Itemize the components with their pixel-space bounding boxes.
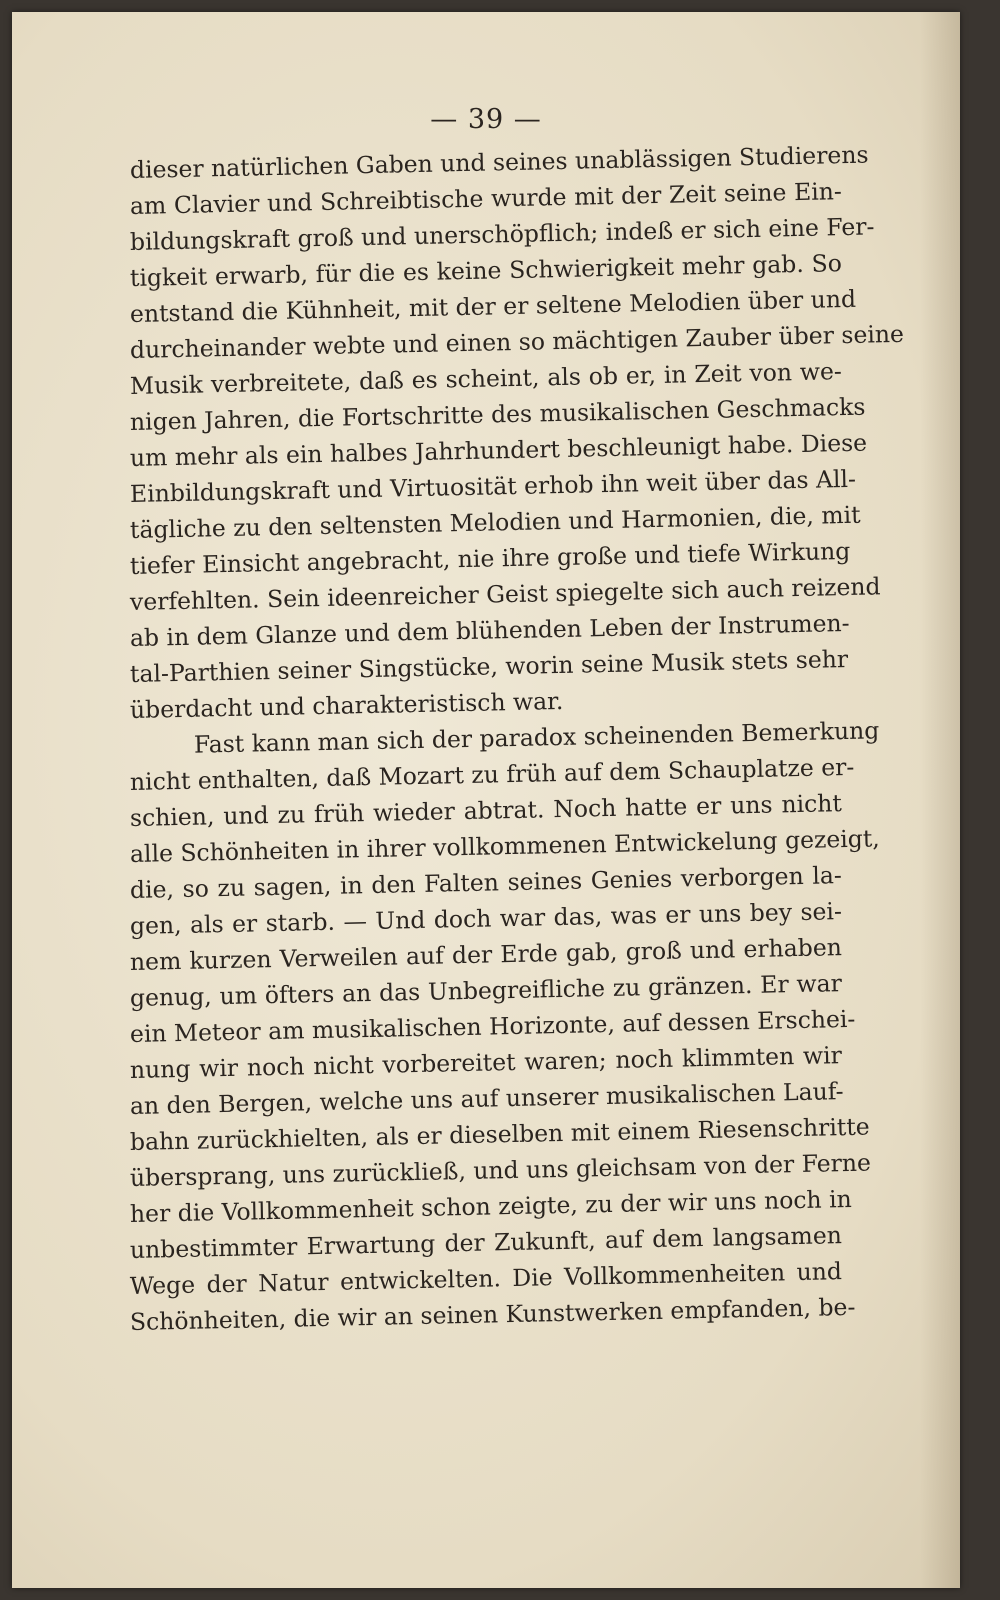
text-line: verfehlten. Sein ideenreicher Geist spiegelte sich auch reizend (129, 572, 881, 616)
text-line: tal-Parthien seiner Singstücke, worin seine Musik stets sehr (129, 644, 849, 688)
text-line: genug, um öfters an das Unbegreifliche zu gränzen. Er war (129, 969, 843, 1012)
text-line: gen, als er starb. — Und doch war das, was er uns bey sei- (129, 897, 843, 940)
text-line: dieser natürlichen Gaben und seines unablässigen Studierens (129, 140, 869, 184)
text-line: um mehr als ein halbes Jahrhundert beschleunigt habe. Diese (129, 428, 868, 472)
text-line: Schönheiten, die wir an seinen Kunstwerken empfanden, be- (129, 1292, 856, 1336)
text-line: durcheinander webte und einen so mächtigen Zauber über seine (129, 319, 905, 364)
text-line: tiefer Einsicht angebracht, nie ihre große und tiefe Wirkung (129, 536, 851, 580)
body-text (129, 140, 905, 1340)
page-number: — 39 — (430, 104, 542, 135)
text-line: alle Schönheiten in ihrer vollkommenen Entwickelung gezeigt, (129, 824, 881, 868)
text-line: nung wir noch nicht vorbereitet waren; noch klimmten wir (129, 1041, 843, 1084)
text-line: übersprang, uns zurückließ, und uns gleichsam von der Ferne (129, 1148, 872, 1192)
page-edge-shadow (920, 12, 960, 1588)
text-line: Fast kann man sich der paradox scheinenden Bemerkung (193, 716, 880, 759)
text-line: Wege der Natur entwickelten. Die Vollkommenheiten und (129, 1257, 843, 1300)
text-line: überdacht und charakteristisch war. (129, 686, 564, 724)
text-line: unbestimmter Erwartung der Zukunft, auf dem langsamen (129, 1221, 843, 1264)
text-line: die, so zu sagen, in den Falten seines Genies verborgen la- (129, 861, 843, 904)
text-line: ab in dem Glanze und dem blühenden Leben der Instrumen- (129, 608, 850, 652)
text-line: an den Bergen, welche uns auf unserer musikalischen Lauf- (129, 1077, 844, 1120)
text-line: am Clavier und Schreibtische wurde mit der Zeit seine Ein- (129, 177, 843, 220)
text-line: Einbildungskraft und Virtuosität erhob ihn weit über das All- (129, 464, 857, 508)
book-page (12, 12, 960, 1588)
text-line: schien, und zu früh wieder abtrat. Noch hatte er uns nicht (129, 789, 843, 832)
text-line: bahn zurückhielten, als er dieselben mit einem Riesenschritte (129, 1112, 870, 1156)
text-line: nicht enthalten, daß Mozart zu früh auf dem Schauplatze er- (129, 752, 855, 796)
text-line: nem kurzen Verweilen auf der Erde gab, groß und erhaben (129, 933, 843, 976)
text-line: tigkeit erwarb, für die es keine Schwierigkeit mehr gab. So (129, 249, 843, 292)
text-line: Musik verbreitete, daß es scheint, als ob er, in Zeit von we- (129, 357, 843, 400)
text-line: ein Meteor am musikalischen Horizonte, auf dessen Erschei- (129, 1004, 856, 1048)
text-line: entstand die Kühnheit, mit der er seltene Melodien über und (129, 284, 857, 328)
text-line: nigen Jahren, die Fortschritte des musikalischen Geschmacks (129, 392, 866, 436)
text-line: bildungskraft groß und unerschöpflich; indeß er sich eine Fer- (129, 212, 875, 256)
text-line: tägliche zu den seltensten Melodien und Harmonien, die, mit (129, 500, 861, 544)
text-line: her die Vollkommenheit schon zeigte, zu der wir uns noch in (129, 1184, 853, 1228)
